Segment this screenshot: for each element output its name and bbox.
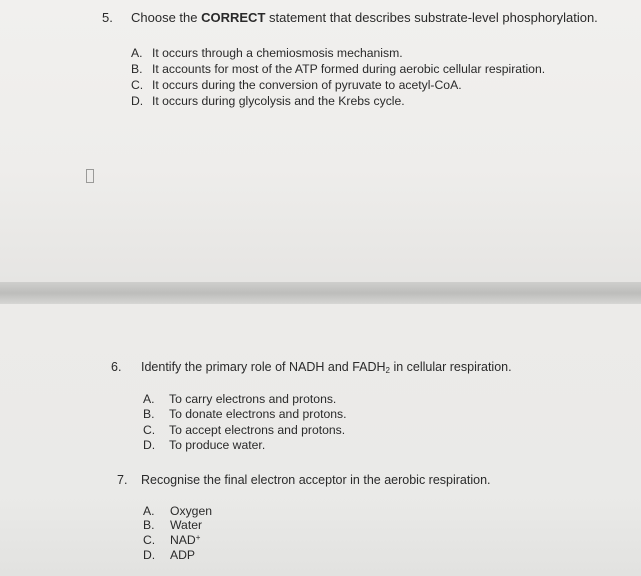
question-number: 5.: [102, 10, 113, 25]
option-text: ADP: [170, 548, 196, 562]
page-bottom: [0, 304, 641, 576]
option-text: It accounts for most of the ATP formed during aerobic cellular respiration.: [152, 62, 546, 76]
option-letter: B.: [143, 518, 155, 532]
stem-text-after: in cellular respiration.: [390, 360, 512, 374]
option-text: [170, 532, 200, 548]
question-stem: [141, 359, 512, 375]
option-letter: D.: [143, 548, 156, 562]
question-number: 7.: [117, 473, 128, 487]
option-letter: B.: [131, 62, 143, 76]
option-text: To carry electrons and protons.: [169, 392, 337, 406]
option-superscript: +: [195, 533, 201, 542]
option-letter: B.: [143, 407, 155, 421]
page-fold: [0, 282, 641, 304]
option-letter: A.: [131, 46, 143, 60]
option-text: To produce water.: [169, 438, 266, 452]
stem-text-before: Choose the: [131, 10, 202, 25]
option-text-main: NAD: [170, 533, 196, 547]
option-text: Oxygen: [170, 504, 213, 518]
option-letter: D.: [131, 94, 144, 108]
option-letter: A.: [143, 504, 155, 518]
option-text: It occurs through a chemiosmosis mechanism.: [152, 46, 403, 60]
question-stem: Recognise the final electron acceptor in the aerobic respiration.: [141, 473, 491, 487]
question-number: 6.: [111, 360, 122, 374]
option-letter: C.: [143, 423, 156, 437]
question-stem: [131, 10, 598, 26]
option-letter: C.: [143, 533, 156, 547]
stem-subscript: 2: [385, 366, 390, 375]
stem-emphasis: CORRECT: [201, 10, 266, 25]
option-text: Water: [170, 518, 203, 532]
option-text: It occurs during the conversion of pyruvate to acetyl-CoA.: [152, 78, 462, 92]
option-letter: C.: [131, 78, 144, 92]
stem-text-after: statement that describes substrate-level phosphorylation.: [265, 10, 598, 25]
answer-checkbox[interactable]: [86, 169, 94, 183]
stem-text-before: Identify the primary role of NADH and FADH: [141, 360, 386, 374]
option-text: To donate electrons and protons.: [169, 407, 347, 421]
option-letter: D.: [143, 438, 156, 452]
option-text: To accept electrons and protons.: [169, 423, 346, 437]
option-text: It occurs during glycolysis and the Krebs cycle.: [152, 94, 405, 108]
page-top: [0, 0, 641, 282]
option-letter: A.: [143, 392, 155, 406]
